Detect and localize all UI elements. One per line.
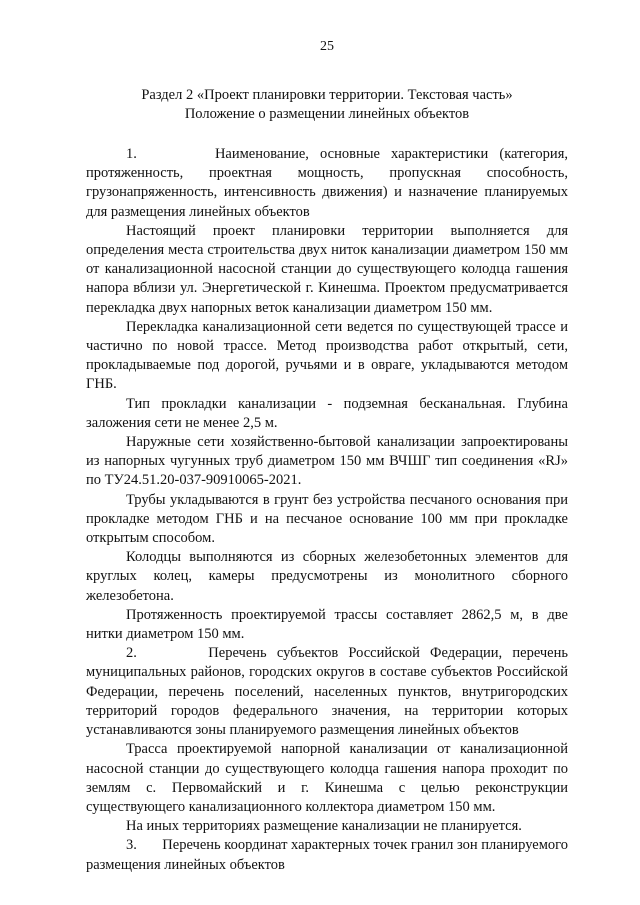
- body-paragraph: На иных территориях размещение канализации не планируется.: [126, 818, 522, 835]
- body-paragraph: Протяженность проектируемой трассы составляет 2862,5 м, в две нитки диаметром 150 мм.: [86, 606, 568, 643]
- section-title: Раздел 2 «Проект планировки территории. Текстовая часть»: [141, 87, 513, 103]
- body-paragraph: Колодцы выполняются из сборных железобетонных элементов для круглых колец, камеры предусмотрены из монолитного сборного железобетона.: [86, 549, 568, 604]
- section-subtitle: Положение о размещении линейных объектов: [184, 106, 470, 122]
- item-1-heading: 1. Наименование, основные характеристики (категория, протяженность, проектная мощность, пропускная способность, грузонапряженность, интенсивность движения) и назначение планируемых для размещения линейных объектов: [86, 146, 568, 220]
- page-number: 25: [320, 39, 334, 54]
- body-paragraph: Трасса проектируемой напорной канализации от канализационной насосной станции до существующего колодца гашения напора проходит по землям с. Первомайский и г. Кинешма с целью реконструкции существующего канализационного коллектора диаметром 150 мм.: [86, 741, 568, 815]
- body-paragraph: Настоящий проект планировки территории выполняется для определения места строительства двух ниток канализации диаметром 150 мм от канализационной насосной станции до существующего колодца гашения напора вблизи ул. Энергетической г. Кинешма. Проектом предусматривается перекладка двух напорных веток канализации диаметром 150 мм.: [86, 222, 568, 316]
- item-2-heading: 2. Перечень субъектов Российской Федерации, перечень муниципальных районов, городских округов в составе субъектов Российской Федерации, перечень поселений, населенных пунктов, внутригородских территорий городов федерального значения, на территории которых устанавливаются зоны планируемого размещения линейных объектов: [86, 645, 568, 739]
- body-paragraph: Трубы укладываются в грунт без устройства песчаного основания при прокладке методом ГНБ и на песчаное основание 100 мм при прокладке открытым способом.: [86, 491, 568, 547]
- body-paragraph: Тип прокладки канализации - подземная бесканальная. Глубина заложения сети не менее 2,5 м.: [86, 395, 568, 431]
- item-3-heading: 3. Перечень координат характерных точек гранил зон планируемого размещения линейных объектов: [86, 837, 568, 873]
- body-paragraph: Перекладка канализационной сети ведется по существующей трассе и частично по новой трассе. Метод производства работ открытый, сети, прокладываемые под дорогой, ручьями и в овраге, укладываются методом ГНБ.: [86, 318, 568, 393]
- body-paragraph: Наружные сети хозяйственно-бытовой канализации запроектированы из напорных чугунных труб диаметром 150 мм ВЧШГ тип соединения «RJ» по ТУ24.51.20-037-90910065-2021.: [86, 434, 568, 489]
